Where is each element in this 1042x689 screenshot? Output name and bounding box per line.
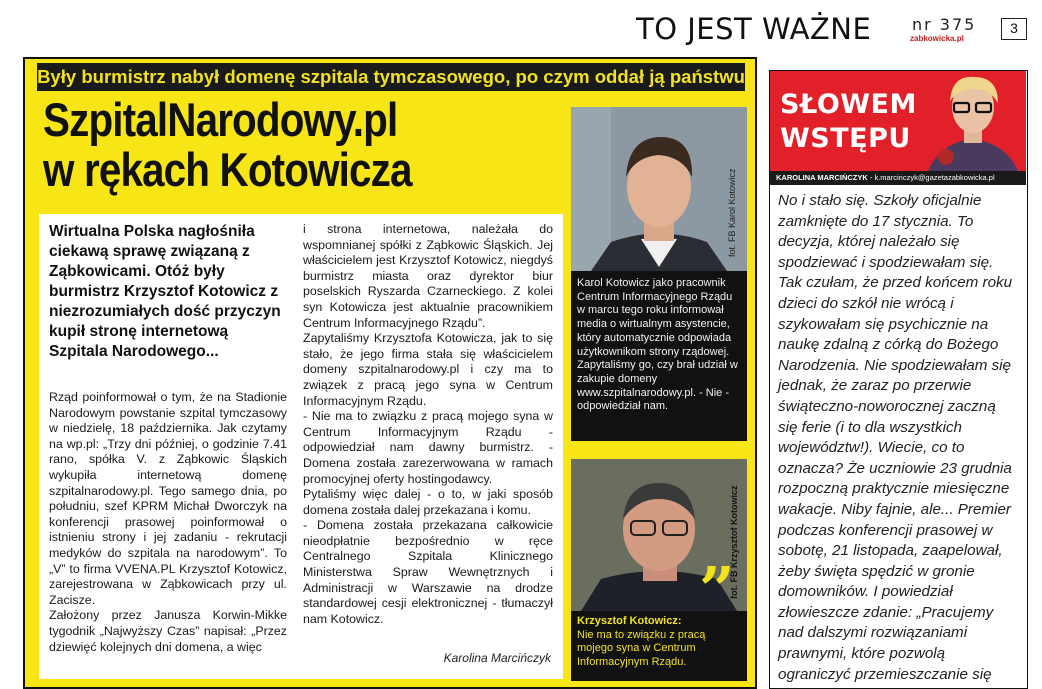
editorial-title-line-1: SŁOWEM	[780, 89, 917, 120]
quote-author: Krzysztof Kotowicz:	[577, 615, 682, 627]
article-byline: Karolina Marcińczyk	[443, 651, 551, 665]
paragraph: i strona internetowa, należała do wspomnianej spółki z Ząbkowic Śląskich. Jej właścicielem jest Krzysztof Kotowicz, niegdyś burmistrz miasta oraz dyrektor biur poselskich Ryszarda Czarneckiego. Z kolei syn Kotowicza jest aktualnie pracownikiem Centrum Informacyjnego Rządu”.	[303, 222, 553, 330]
section-title: TO JEST WAŻNE	[636, 12, 872, 46]
article-column-1	[49, 390, 287, 655]
article-kicker: Były burmistrz nabył domenę szpitala tymczasowego, po czym oddał ją państwu	[37, 63, 745, 91]
photo-credit: fot. FB Krzysztof Kotowicz	[729, 485, 739, 599]
photo-krzysztof-kotowicz	[571, 459, 747, 611]
photo-credit: fot. FB Karol Kotowicz	[727, 168, 737, 257]
site-name: zabkowicka.pl	[910, 34, 964, 43]
portrait-illustration	[571, 107, 747, 271]
issue-number: nr 375	[912, 15, 977, 34]
author-strip	[770, 171, 1026, 185]
paragraph: Pytaliśmy więc dalej - o to, w jaki sposób domena została dalej przekazana i komu.	[303, 487, 553, 517]
photo-caption: Karol Kotowicz jako pracownik Centrum Informacyjnego Rządu w marcu tego roku informował media o wirtualnym asystencie, który automatycznie odpowiada użytkownikom strony rządowej. Zapytaliśmy go, czy brał udział w zakupie domeny www.szpitalnarodowy.pl. - Nie - odpowiedział nam.	[571, 271, 747, 441]
article-box	[23, 57, 757, 689]
headline-line-1: SzpitalNarodowy.pl	[43, 93, 398, 146]
author-photo	[920, 71, 1026, 171]
article-headline	[43, 95, 507, 195]
page-number: 3	[1001, 18, 1027, 40]
editorial-title-line-2: WSTĘPU	[780, 123, 911, 154]
quote-text: Nie ma to związku z pracą mojego syna w Centrum Informacyjnym Rządu.	[577, 628, 706, 668]
article-column-2	[303, 222, 553, 627]
photo-karol-kotowicz	[571, 107, 747, 271]
article-text-panel	[39, 214, 563, 679]
editorial-text: No i stało się. Szkoły oficjalnie zamknięte do 17 stycznia. To decyzja, której należało się spodziewać i spodziewałam się. Tak czułam, że przed końcem roku dzieci do szkół nie wrócą i szykowałam się psychicznie na naukę zdalną z córką do Bożego Narodzenia. Nie spodziewałam się jednak, że zaraz po przerwie świąteczno-noworocznej zaczną się ferie (i to dla wszystkich województw!). Wiecie, co to oznacza? Że uczniowie 23 grudnia rozpoczną praktycznie miesięczne wakacje. Niby fajnie, ale... Premier podczas konferencji prasowej w sobotę, 21 listopada, zaapelował, żeby święta spędzić w gronie domowników. I powiedział złowieszcze zdanie: „Pracujemy nad dalszymi rozwiązaniami prawnymi, które pozwolą ograniczyć przemieszczanie się	[778, 192, 1013, 683]
paragraph: Zapytaliśmy Krzysztofa Kotowicza, jak to się stało, że jego firma stała się właścicielem domeny szpitalnarodowy.pl i czy ma to związek z pracą jego syna w Centrum Informacyjnym Rządu.	[303, 331, 553, 408]
paragraph: - Domena została przekazana całkowicie nieodpłatnie bezpośrednio w ręce Centralnego Szpitala Klinicznego Ministerstwa Spraw Wewnętrznych i Administracji w Warszawie na drodze standardowej cesji elektronicznej - tłumaczył nam Kotowicz.	[303, 518, 553, 626]
paragraph: Założony przez Janusza Korwin-Mikke tygodnik „Najwyższy Czas” napisał: „Przez dziewięć kolejnych dni domena, a więc	[49, 608, 287, 654]
article-lead: Wirtualna Polska nagłośniła ciekawą sprawę związaną z Ząbkowicami. Otóż były burmistrz Krzysztof Kotowicz z niezrozumiałych dość przyczyn kupił stronę internetową Szpitala Narodowego...	[49, 223, 281, 360]
paragraph: - Nie ma to związku z pracą mojego syna w Centrum Informacyjnym Rządu - odpowiedział nam dawny burmistrz. - Domena została zarezerwowana w ramach promocyjnej oferty hostingodawcy.	[303, 409, 553, 486]
paragraph: Rząd poinformował o tym, że na Stadionie Narodowym powstanie szpital tymczasowy w niedzielę, 18 października. Jak czytamy na wp.pl: „Trzy dni później, o godzinie 7.41 rano, spółka V. z Ząbkowic Śląskich wykupiła internetową domenę szpitalnarodowy.pl. Tego samego dnia, po południu, szef KPRM Michał Dworczyk na konferencji prasowej poinformował o istnieniu strony i jej zadaniu - rekrutacji medyków do szpitala na narodowym”. To „V” to firma VVENA.PL Krzysztof Kotowicz, zarejestrowana w Ząbkowicach przy ul. Zacisze.	[49, 390, 287, 607]
author-name: KAROLINA MARCIŃCZYK	[776, 173, 868, 182]
author-email[interactable]: - k.marcinczyk@gazetazabkowicka.pl	[867, 173, 995, 182]
editorial-column	[769, 70, 1028, 689]
quote-mark-icon: ”	[699, 553, 735, 611]
headline-line-2: w rękach Kotowicza	[43, 143, 412, 196]
editorial-banner	[770, 71, 1026, 171]
quote-caption	[571, 611, 747, 681]
